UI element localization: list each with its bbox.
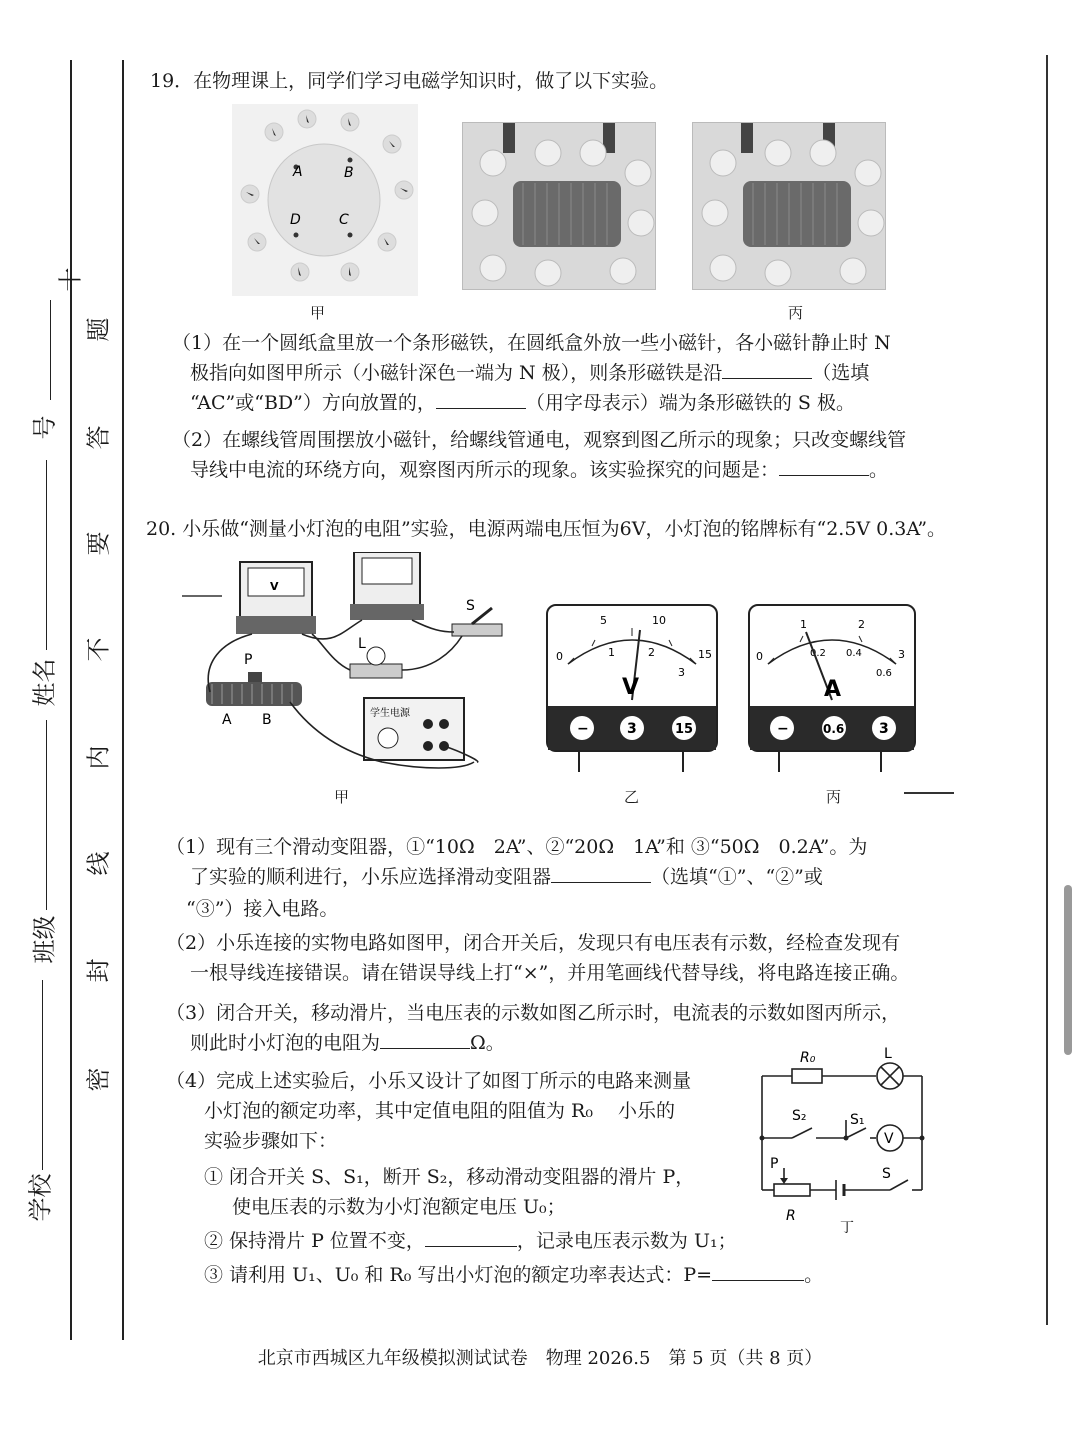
circuit-s: S (882, 1166, 891, 1182)
class-underline (46, 720, 47, 910)
switch-label: S (466, 598, 475, 614)
q19-blank-1[interactable] (722, 360, 812, 379)
q19-p1-line3: “AC”或“BD”）方向放置的， （用字母表示）端为条形磁铁的 S 极。 (190, 392, 855, 414)
a-top-2: 2 (858, 618, 865, 631)
q20-step2: ② 保持滑片 P 位置不变， ，记录电压表示数为 U₁； (204, 1230, 737, 1252)
voltmeter-unit: V (622, 675, 640, 700)
q20-p1-line2: 了实验的顺利进行，小乐应选择滑动变阻器 （选填“①”、“②”或 (190, 866, 823, 888)
lamp-label: L (358, 636, 366, 652)
seal-char-xian: 线 (84, 851, 113, 876)
seal-char-mi: 密 (84, 1067, 113, 1092)
binding-plus: 十 (56, 267, 85, 292)
photo-solenoid-yi (462, 122, 656, 290)
q20-stem: 20. 小乐做“测量小灯泡的电阻”实验，电源两端电压恒为6V，小灯泡的铭牌标有“2.5V 0.3A”。 (146, 518, 947, 540)
point-d: D (290, 212, 301, 228)
a-top-0: 0 (756, 650, 763, 663)
school-underline (42, 980, 43, 1170)
hao-underline (50, 300, 51, 400)
point-b: B (344, 165, 354, 181)
q20-blank-4[interactable] (712, 1262, 804, 1281)
binding-line-outer (70, 60, 72, 1340)
q20-p4-line1: （4）完成上述实验后，小乐又设计了如图丁所示的电路来测量 (166, 1070, 692, 1092)
q20-step1-line2: 使电压表的示数为小灯泡额定电压 U₀； (232, 1196, 566, 1218)
a-bottom-02: 0.2 (810, 648, 826, 659)
q20-p2-line2: 一根导线连接错误。请在错误导线上打“×”，并用笔画线代替导线，将电路连接正确。 (190, 962, 910, 984)
circuit-caption: 丁 (840, 1220, 854, 1236)
dash-mark (904, 792, 954, 794)
circuit-s2: S₂ (792, 1108, 807, 1124)
page-footer: 北京市西城区九年级模拟测试试卷 物理 2026.5 第 5 页（共 8 页） (257, 1348, 823, 1369)
q19-blank-3[interactable] (779, 457, 869, 476)
label-class: 班级 (30, 915, 59, 964)
v-bottom-0: 0 (556, 650, 563, 663)
right-border (1046, 55, 1048, 1325)
a-term-3: 3 (879, 721, 889, 737)
a-top-1: 1 (800, 618, 807, 631)
circuit-s1: S₁ (850, 1112, 865, 1128)
seal-char-da: 答 (84, 425, 113, 450)
photo-solenoid-bing (692, 122, 886, 290)
end-a-label: A (222, 712, 232, 728)
apparatus-figure (182, 552, 522, 782)
q19-p1-line2: 极指向如图甲所示（小磁针深色一端为 N 极），则条形磁铁是沿 （选填 (190, 362, 870, 384)
v-top-10: 10 (652, 614, 666, 627)
q20-blank-1[interactable] (551, 864, 651, 883)
q20-p1-line1: （1）现有三个滑动变阻器，①“10Ω 2A”、②“20Ω 1A”和 ③“50Ω 0.2A”。为 (166, 836, 868, 858)
v-top-5: 5 (600, 614, 607, 627)
a-top-3: 3 (898, 648, 905, 661)
q19-blank-2[interactable] (436, 390, 526, 409)
seal-char-feng: 封 (84, 958, 113, 983)
q20-blank-3[interactable] (425, 1228, 517, 1247)
caption-jia-20: 甲 (334, 788, 350, 806)
ammeter-unit: A (824, 677, 842, 702)
voltmeter-face (546, 604, 718, 752)
v-bottom-1: 1 (608, 646, 615, 659)
v-top-15: 15 (698, 648, 712, 661)
name-underline (46, 460, 47, 650)
disk-figure (232, 104, 418, 296)
label-school: 学校 (26, 1173, 55, 1222)
solenoid-figure-yi (463, 123, 655, 289)
seal-char-yao: 要 (84, 531, 113, 556)
q20-p4-line3: 实验步骤如下： (204, 1130, 338, 1152)
a-term-06: 0.6 (823, 722, 845, 736)
point-c: C (339, 212, 349, 228)
circuit-p: P (770, 1156, 779, 1172)
q19-p1-line1: （1）在一个圆纸盒里放一个条形磁铁，在圆纸盒外放一些小磁针，各小磁针静止时 N (172, 332, 891, 354)
caption-jia-19: 甲 (310, 304, 326, 322)
v-term-neg: − (577, 721, 589, 737)
q19-stem: 19．在物理课上，同学们学习电磁学知识时，做了以下实验。 (150, 70, 669, 92)
circuit-r: R (786, 1208, 796, 1224)
binding-line-inner (122, 60, 124, 1340)
q20-step3: ③ 请利用 U₁、U₀ 和 R₀ 写出小灯泡的额定功率表达式：P= 。 (204, 1264, 824, 1286)
seal-char-nei: 内 (84, 745, 113, 770)
circuit-v: V (884, 1131, 894, 1147)
q19-p2-line1: （2）在螺线管周围摆放小磁针，给螺线管通电，观察到图乙所示的现象；只改变螺线管 (172, 429, 907, 451)
q19-p2-line2: 导线中电流的环绕方向，观察图丙所示的现象。该实验探究的问题是： 。 (190, 459, 889, 481)
q20-p3-line2: 则此时小灯泡的电阻为 Ω。 (190, 1032, 505, 1054)
seal-char-bu: 不 (84, 637, 113, 662)
circuit-r0: R₀ (800, 1050, 816, 1066)
caption-bing-20: 丙 (826, 788, 842, 806)
v-bottom-2: 2 (648, 646, 655, 659)
seal-char-ti: 题 (84, 317, 113, 342)
caption-yi-20: 乙 (624, 788, 640, 806)
label-hao: 号 (30, 415, 59, 440)
v-leg-left (578, 750, 580, 772)
circuit-figure (750, 1044, 940, 1240)
v-term-15: 15 (675, 722, 694, 737)
scrollbar[interactable] (1064, 885, 1072, 1055)
q20-blank-2[interactable] (380, 1030, 470, 1049)
voltmeter-dial (548, 606, 716, 750)
point-a: A (293, 164, 303, 180)
solenoid-figure-bing (693, 123, 885, 289)
a-leg-left (778, 750, 780, 772)
v-term-3: 3 (627, 721, 637, 737)
q20-step1-line1: ① 闭合开关 S、S₁，断开 S₂，移动滑动变阻器的滑片 P， (204, 1166, 695, 1188)
ammeter-dial (750, 606, 914, 750)
q20-p3-line1: （3）闭合开关，移动滑片，当电压表的示数如图乙所示时，电流表的示数如图丙所示， (166, 1002, 901, 1024)
caption-bing-19: 丙 (788, 304, 804, 322)
supply-label: 学生电源 (370, 708, 410, 719)
a-bottom-06: 0.6 (876, 668, 892, 679)
v-bottom-3: 3 (678, 666, 685, 679)
ammeter-face (748, 604, 916, 752)
end-b-label: B (262, 712, 272, 728)
q20-p1-line3: “③”）接入电路。 (186, 898, 339, 920)
a-term-neg: − (777, 721, 789, 737)
slider-label: P (244, 652, 253, 668)
v-leg-right (682, 750, 684, 772)
q20-p4-line2: 小灯泡的额定功率，其中定值电阻的阻值为 R₀ 小乐的 (204, 1100, 676, 1122)
q20-p2-line1: （2）小乐连接的实物电路如图甲，闭合开关后，发现只有电压表有示数，经检查发现有 (166, 932, 901, 954)
photo-magnet-disk (232, 104, 418, 296)
svg-text:V: V (270, 580, 279, 593)
a-leg-right (880, 750, 882, 772)
a-bottom-04: 0.4 (846, 648, 862, 659)
circuit-l: L (884, 1046, 892, 1062)
label-name: 姓名 (30, 658, 59, 707)
